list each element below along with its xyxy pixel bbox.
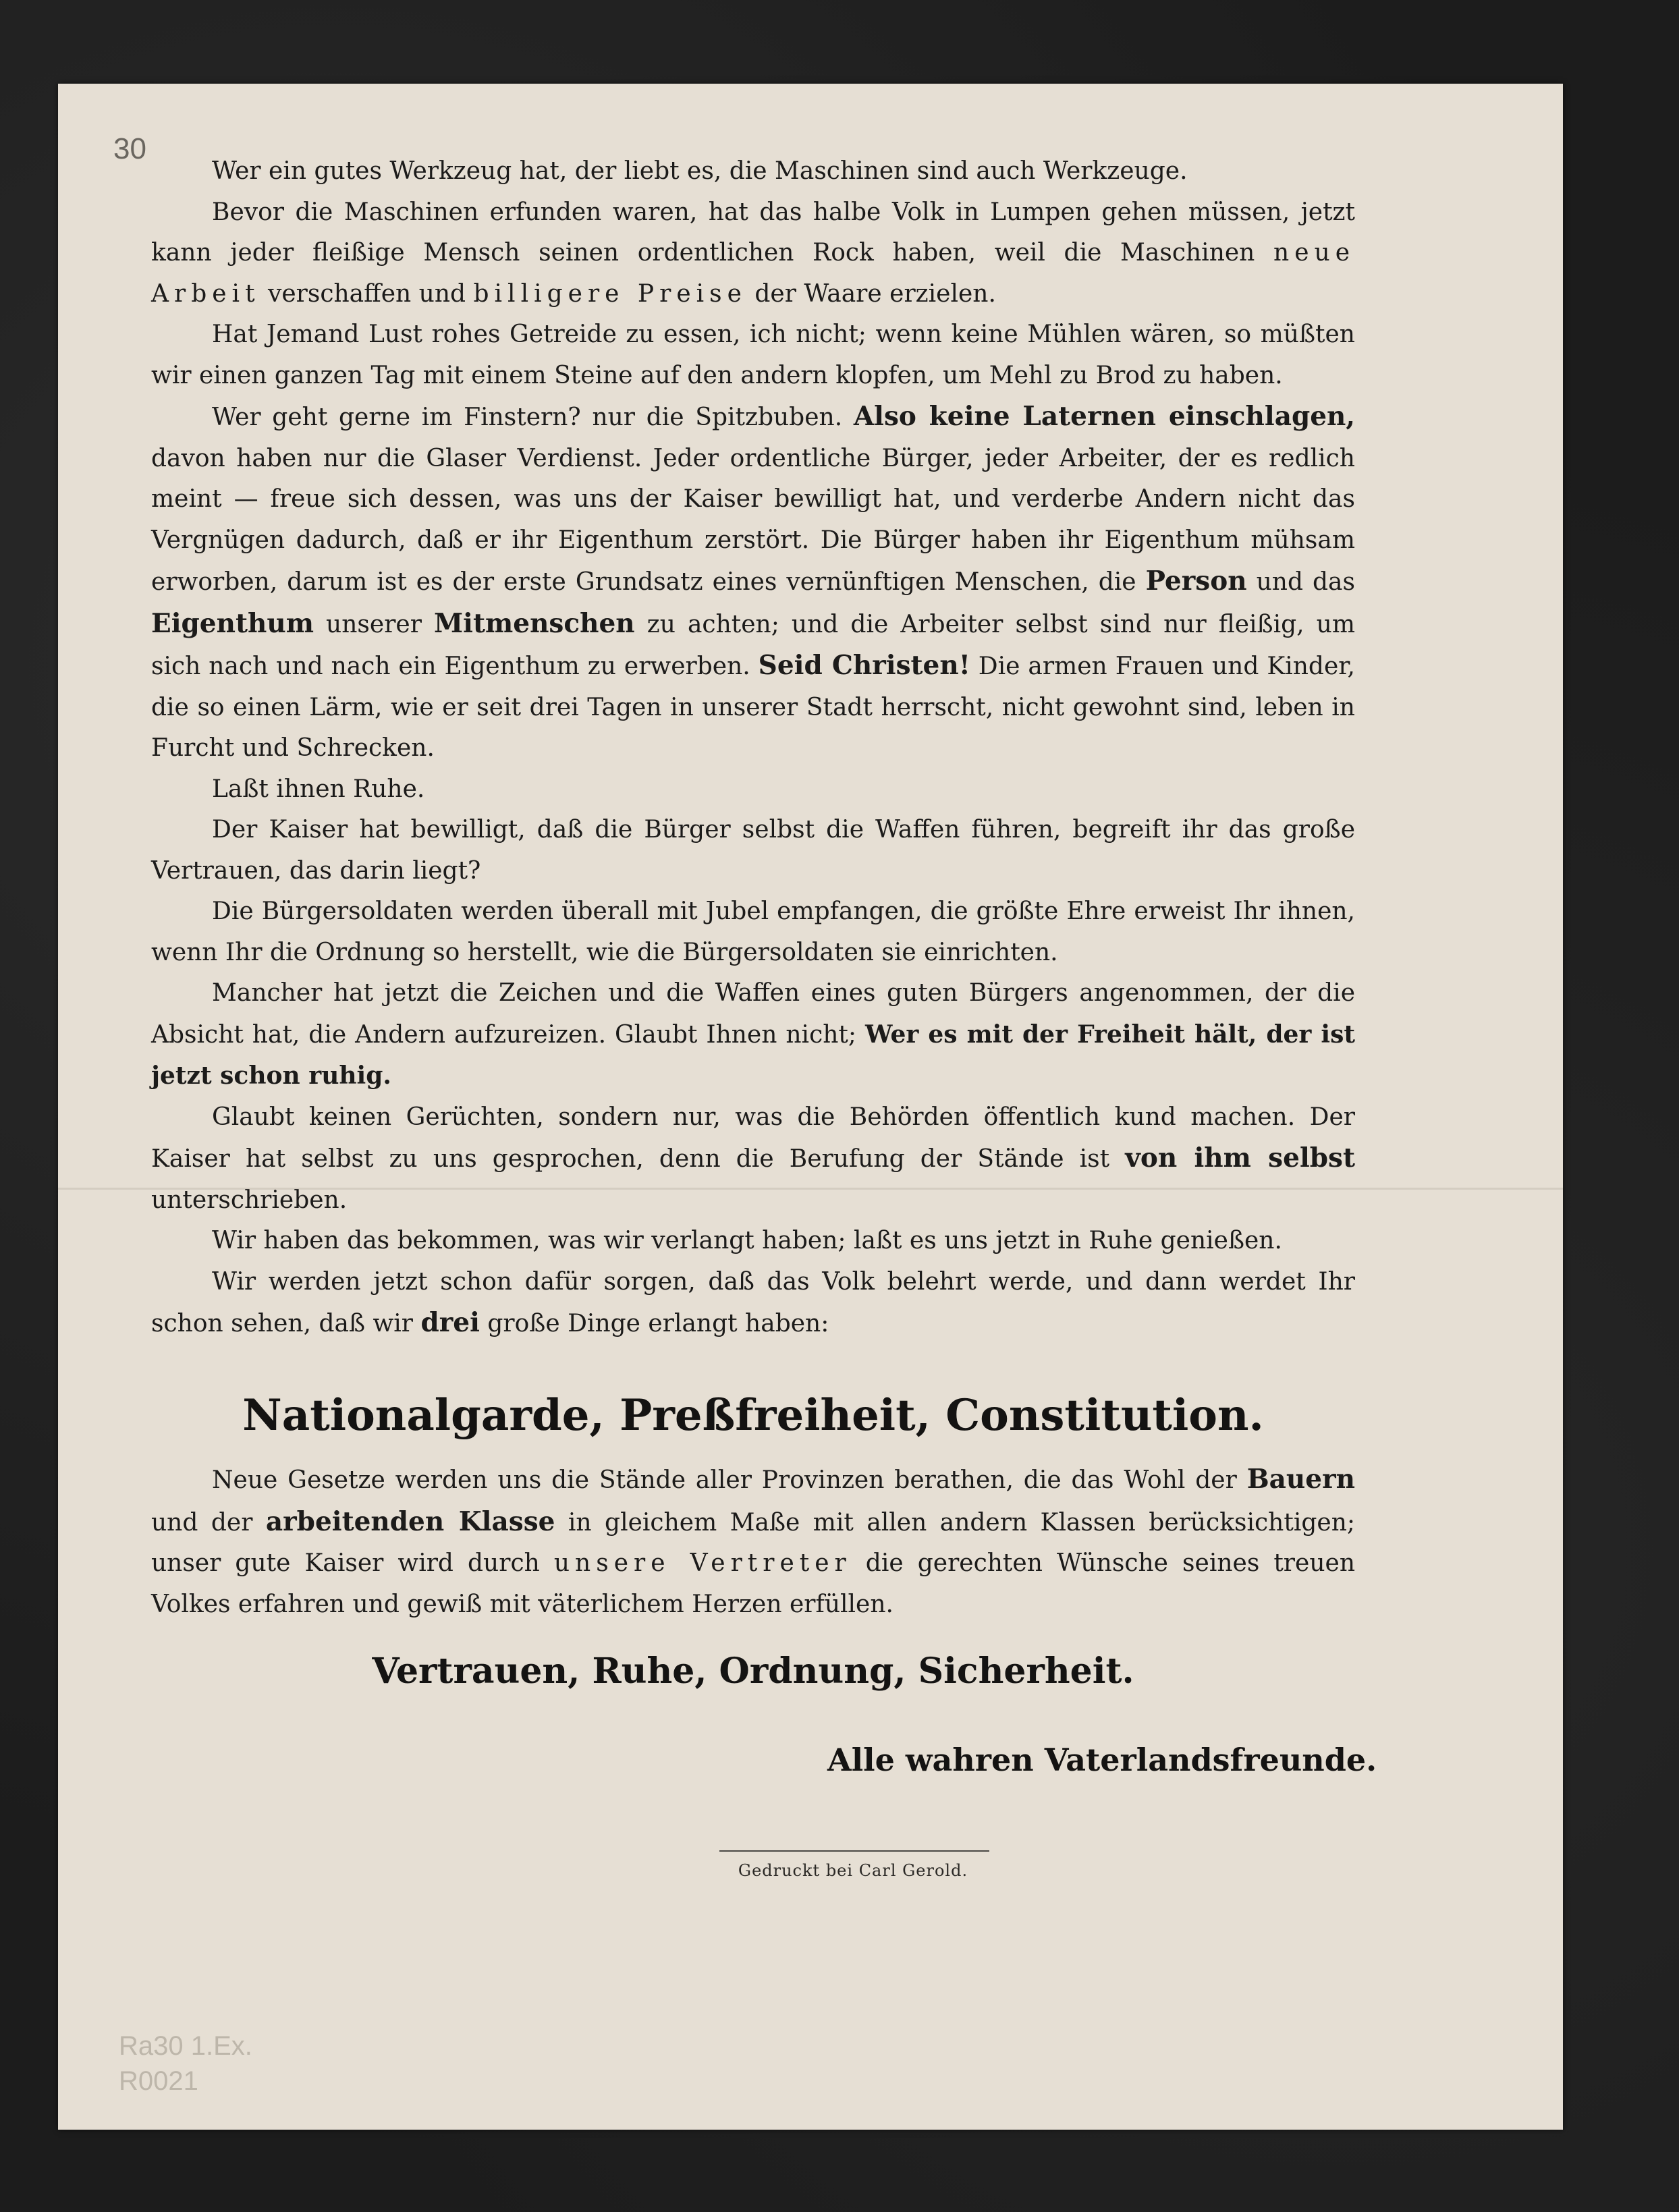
text-run: in gleichem Maße mit allen andern Klassen berücksichtigen; unser gute Kaiser wird durch bbox=[151, 1508, 1356, 1577]
proclamation-body-continued bbox=[151, 1459, 1355, 1625]
paragraph bbox=[151, 810, 1355, 891]
handwritten-notes bbox=[119, 2028, 252, 2099]
text-run: und der bbox=[151, 1508, 266, 1537]
text-run: Bevor die Maschinen erfunden waren, hat das halbe Volk in Lumpen gehen müssen, jetzt kann jeder fleißige Mensch seinen ordentlichen Rock haben, weil die Maschinen bbox=[151, 198, 1355, 267]
paragraph bbox=[151, 396, 1355, 769]
text-run: Glaubt keinen Gerüchten, sondern nur, was die Behörden öffentlich kund machen. Der Kaiser hat selbst zu uns gesprochen, denn die Berufung der Stände ist bbox=[151, 1103, 1355, 1173]
text-run: Laßt ihnen Ruhe. bbox=[212, 775, 425, 803]
emphasis-text: von ihm selbst bbox=[1125, 1142, 1355, 1173]
text-run: Neue Gesetze werden uns die Stände aller Provinzen berathen, die das Wohl der bbox=[212, 1466, 1247, 1494]
paragraph bbox=[151, 192, 1355, 315]
text-run: verschaffen und bbox=[260, 279, 474, 308]
text-run: und das bbox=[1246, 568, 1355, 596]
text-run: davon haben nur die Glaser Verdienst. Jeder ordentliche Bürger, jeder Arbeiter, der es redlich meint — freue sich dessen, was uns der Kaiser bewilligt hat, und verderbe Andern nicht das Vergnügen dadurch, daß er ihr Eigenthum zerstört. Die Bürger haben ihr Eigenthum mühsam erworben, darum ist es der erste Grundsatz eines vernünftigen Menschen, die bbox=[151, 444, 1355, 596]
text-run: Die Bürgersoldaten werden überall mit Jubel empfangen, die größte Ehre erweist Ihr ihnen, wenn Ihr die Ordnung so herstellt, wie die Bürgersoldaten sie einrichten. bbox=[151, 897, 1355, 966]
emphasis-text: drei bbox=[420, 1307, 480, 1338]
handwritten-note: Ra30 1.Ex. bbox=[119, 2031, 252, 2061]
text-run: Wer ein gutes Werkzeug hat, der liebt es, die Maschinen sind auch Werkzeuge. bbox=[212, 157, 1188, 185]
emphasis-text: Eigenthum bbox=[151, 607, 314, 639]
paragraph bbox=[151, 1097, 1355, 1221]
paragraph bbox=[151, 891, 1355, 973]
text-run: große Dinge erlangt haben: bbox=[479, 1310, 829, 1337]
paragraph bbox=[151, 1262, 1355, 1345]
text-run: Hat Jemand Lust rohes Getreide zu essen, ich nicht; wenn keine Mühlen wären, so müßten wir einen ganzen Tag mit einem Steine auf den andern klopfen, um Mehl zu Brod zu haben. bbox=[151, 321, 1355, 389]
motto: Vertrauen, Ruhe, Ordnung, Sicherheit. bbox=[372, 1651, 1134, 1692]
emphasis-text: Wer es mit der Freiheit hält, der ist jetzt schon ruhig. bbox=[151, 1020, 1355, 1090]
emphasis-text: Bauern bbox=[1246, 1464, 1355, 1495]
text-run: unterschrieben. bbox=[151, 1186, 348, 1214]
text-run: der Waare erzielen. bbox=[746, 279, 996, 308]
printer-imprint: Gedruckt bei Carl Gerold. bbox=[738, 1861, 968, 1880]
text-run: Der Kaiser hat bewilligt, daß die Bürger selbst die Waffen führen, begreift ihr das große Vertrauen, das darin liegt? bbox=[151, 816, 1355, 885]
proclamation-body bbox=[151, 151, 1355, 1345]
emphasis-text: Seid Christen! bbox=[758, 650, 970, 681]
emphasis-text: arbeitenden Klasse bbox=[265, 1505, 555, 1537]
emphasis-text: neue Arbeit bbox=[151, 239, 1355, 308]
text-run: Mancher hat jetzt die Zeichen und die Waffen eines guten Bürgers angenommen, der die Absicht hat, die Andern aufzureizen. Glaubt Ihnen nicht; bbox=[151, 979, 1355, 1049]
emphasis-text: billigere Preise bbox=[473, 279, 747, 308]
emphasis-text: unsere Vertreter bbox=[553, 1549, 852, 1577]
archive-number: 30 bbox=[113, 132, 146, 165]
text-run: Die armen Frauen und Kinder, die so einen Lärm, wie er seit drei Tagen in unserer Stadt herrscht, nicht gewohnt sind, leben in Furcht und Schrecken. bbox=[151, 653, 1355, 762]
paragraph bbox=[151, 314, 1355, 396]
paragraph bbox=[151, 1221, 1355, 1262]
paragraph bbox=[151, 769, 1355, 810]
divider-rule bbox=[719, 1850, 989, 1852]
text-run: zu achten; und die Arbeiter selbst sind nur fleißig, um sich nach und nach ein Eigenthum zu erwerben. bbox=[151, 610, 1356, 680]
signature: Alle wahren Vaterlandsfreunde. bbox=[827, 1742, 1377, 1778]
paragraph bbox=[151, 973, 1355, 1097]
text-run: Wir werden jetzt schon dafür sorgen, daß das Volk belehrt werde, und dann werdet Ihr schon sehen, daß wir bbox=[151, 1267, 1355, 1337]
paragraph bbox=[151, 1459, 1355, 1625]
text-run: Wir haben das bekommen, was wir verlangt haben; laßt es uns jetzt in Ruhe genießen. bbox=[212, 1227, 1282, 1254]
handwritten-note: R0021 bbox=[119, 2066, 198, 2096]
text-run: Wer geht gerne im Finstern? nur die Spitzbuben. bbox=[212, 404, 854, 431]
emphasis-text: Mitmenschen bbox=[434, 607, 635, 639]
text-run: unserer bbox=[313, 610, 434, 638]
headline: Nationalgarde, Preßfreiheit, Constitution. bbox=[242, 1390, 1264, 1441]
text-run: die gerechten Wünsche seines treuen Volkes erfahren und gewiß mit väterlichem Herzen erfüllen. bbox=[151, 1549, 1355, 1618]
emphasis-text: Person bbox=[1145, 565, 1247, 597]
paragraph bbox=[151, 151, 1355, 192]
emphasis-text: Also keine Laternen einschlagen, bbox=[853, 401, 1355, 432]
